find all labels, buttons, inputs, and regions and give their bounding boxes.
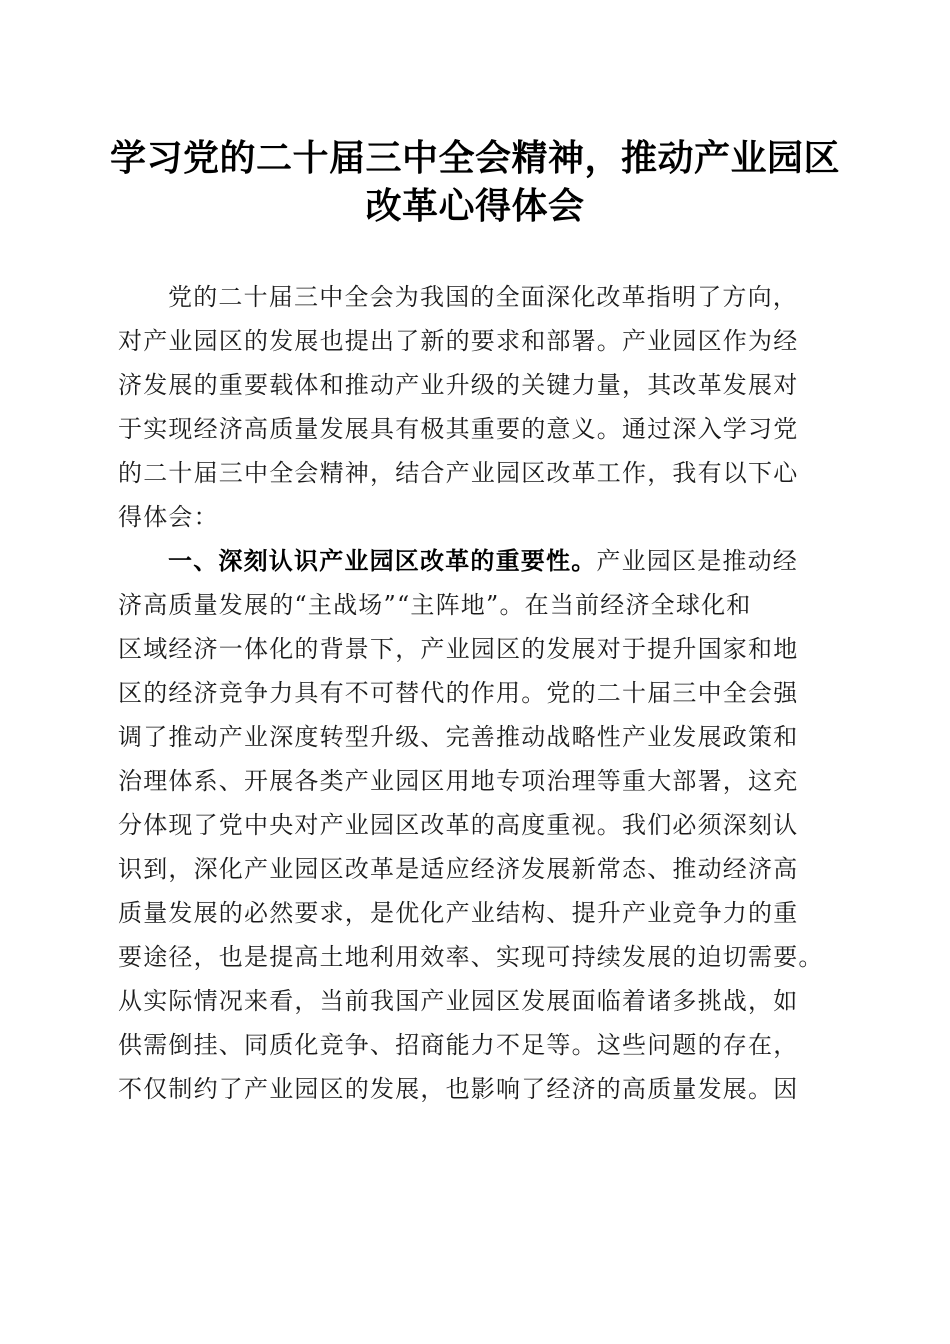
- section-1-line: 从实际情况来看，当前我国产业园区发展面临着诸多挑战，如: [118, 987, 799, 1015]
- intro-line: 的二十届三中全会精神，结合产业园区改革工作，我有以下心: [118, 459, 799, 487]
- section-1-line: 要途径，也是提高土地利用效率、实现可持续发展的迫切需要。: [118, 943, 824, 971]
- section-1-line: 识到，深化产业园区改革是适应经济发展新常态、推动经济高: [118, 855, 799, 883]
- section-1-first-line-text: 产业园区是推动经: [596, 547, 799, 575]
- intro-line: 于实现经济高质量发展具有极其重要的意义。通过深入学习党: [118, 415, 799, 443]
- intro-line: 济发展的重要载体和推动产业升级的关键力量，其改革发展对: [118, 371, 799, 399]
- section-1-line: 调了推动产业深度转型升级、完善推动战略性产业发展政策和: [118, 723, 799, 751]
- intro-line: 对产业园区的发展也提出了新的要求和部署。产业园区作为经: [118, 327, 799, 355]
- section-1-line: 分体现了党中央对产业园区改革的高度重视。我们必须深刻认: [118, 811, 799, 839]
- intro-line: 党的二十届三中全会为我国的全面深化改革指明了方向，: [168, 283, 798, 311]
- section-1-line: 质量发展的必然要求，是优化产业结构、提升产业竞争力的重: [118, 899, 799, 927]
- title-line-2: 改革心得体会: [365, 185, 585, 227]
- title-line-1: 学习党的二十届三中全会精神，推动产业园区: [109, 137, 840, 179]
- section-1-line: 供需倒挂、同质化竞争、招商能力不足等。这些问题的存在，: [118, 1031, 799, 1059]
- section-1-line: 区域经济一体化的背景下，产业园区的发展对于提升国家和地: [118, 635, 799, 663]
- intro-line: 得体会：: [118, 503, 219, 531]
- section-1-line: 济高质量发展的“主战场”“主阵地”。在当前经济全球化和: [118, 591, 752, 619]
- document-title: [100, 134, 850, 230]
- section-1-line: 不仅制约了产业园区的发展，也影响了经济的高质量发展。因: [118, 1075, 799, 1103]
- section-1-heading: 一、深刻认识产业园区改革的重要性。: [168, 546, 597, 575]
- section-1-first-line: [118, 539, 838, 583]
- section-1-line: 区的经济竞争力具有不可替代的作用。党的二十届三中全会强: [118, 679, 799, 707]
- document-body: [118, 275, 838, 1111]
- section-1-line: 治理体系、开展各类产业园区用地专项治理等重大部署，这充: [118, 767, 799, 795]
